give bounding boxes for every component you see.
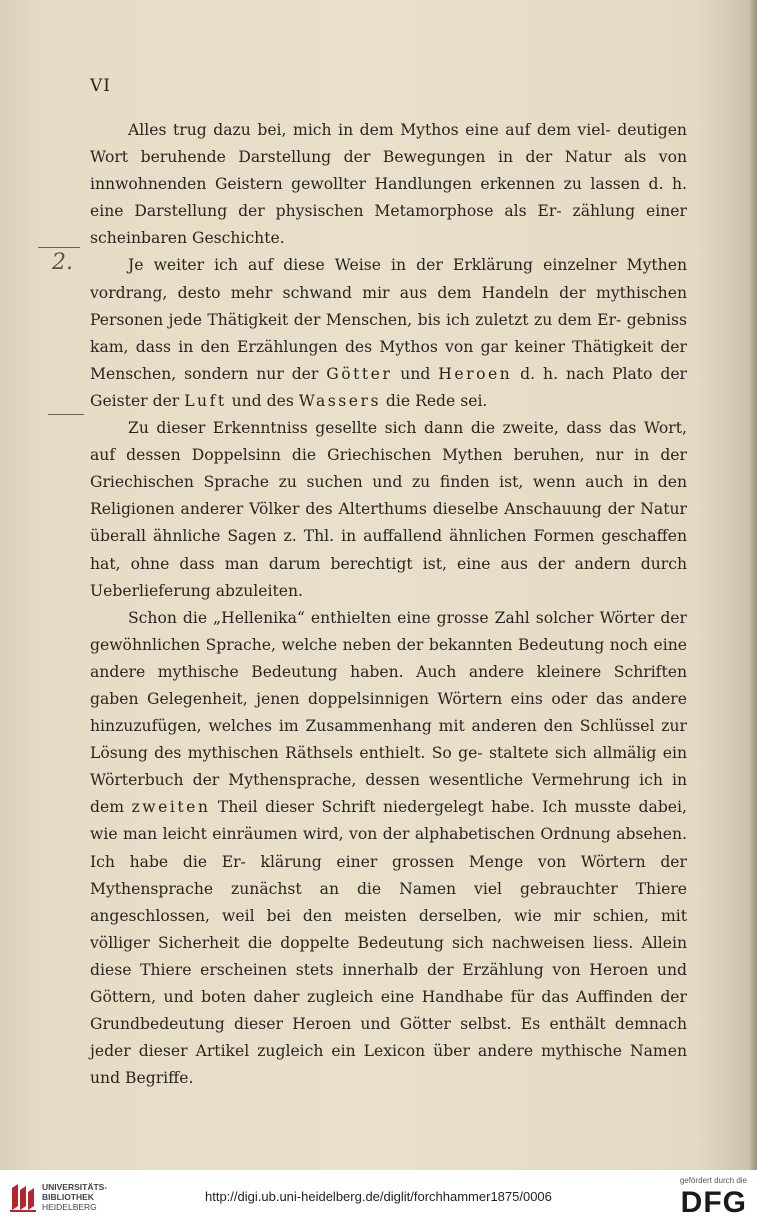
permalink[interactable]: http://digi.ub.uni-heidelberg.de/diglit/forchhammer1875/0006 <box>205 1189 552 1204</box>
spaced-word: Luft <box>184 391 227 410</box>
paragraph: Alles trug dazu bei, mich in dem Mythos eine auf dem viel- deutigen Wort beruhende Darstellung der Bewegungen in der Natur als von innwohnenden Geistern gewollter Handlungen erkennen zu lassen d. h. eine Darstellung der physischen Metamorphose als Er- zählung einer scheinbaren Geschichte. <box>90 121 688 248</box>
spaced-word: zweiten <box>131 798 211 817</box>
viewer-footer <box>0 1170 757 1227</box>
paragraph: Zu dieser Erkenntniss gesellte sich dann die zweite, dass das Wort, auf dessen Doppelsinn die Griechischen Mythen beruhen, nur in der Griechischen Sprache zu suchen und zu finden ist, wenn auch in den Religionen anderer Völker des Alterthums dieselbe Anschauung der Natur überall ähnliche Sagen z. Thl. in auffallend ähnlichen Formen geschaffen hat, ohne dass man darum berechtigt ist, eine aus der andern durch Ueberlieferung abzuleiten. <box>90 419 687 600</box>
university-library-logo-icon <box>8 1180 38 1214</box>
margin-line-bottom <box>48 414 84 415</box>
funded-by-label: gefördert durch die <box>679 1176 747 1185</box>
paragraph: Je weiter ich auf diese Weise in der Erklärung einzelner Mythen vordrang, desto mehr schwand mir aus dem Handeln der mythischen Personen jede Thätigkeit der Menschen, bis ich zuletzt zu dem Er- gebniss kam, dass in den Erzählungen des Mythos von gar keiner Thätigkeit der Menschen, sondern nur der Götter und Heroen d. h. nach Plato der Geister der Luft und des Wassers die Rede sei. <box>90 256 688 410</box>
body-text <box>90 117 687 1092</box>
paragraph: Schon die „Hellenika“ enthielten eine grosse Zahl solcher Wörter der gewöhnlichen Sprache, welche neben der bekannten Bedeutung noch eine andere mythische Bedeutung haben. Auch andere kleinere Schriften gaben Gelegenheit, jenen doppelsinnigen Wörtern eins oder das andere hinzuzufügen, welches im Zusammenhang mit anderen den Schlüssel zur Lösung des mythischen Räthsels enthielt. So ge- staltete sich allmälig ein Wörterbuch der Mythensprache, dessen wesentliche Vermehrung ich in dem zweiten Theil dieser Schrift niedergelegt habe. Ich musste dabei, wie man leicht einräumen wird, von der alphabetischen Ordnung absehen. Ich habe die Er- klärung einer grossen Menge von Wörtern der Mythensprache zunächst an die Namen viel gebrauchter Thiere angeschlossen, weil bei den meisten derselben, wie mir schien, mit völliger Sicherheit die doppelte Bedeutung sich nachweisen liess. Allein diese Thiere erscheinen stets innerhalb der Erzählung von Heroen und Göttern, und boten daher zugleich eine Handhabe für das Auffinden der Grundbedeutung dieser Heroen und Götter selbst. Es enthält demnach jeder dieser Artikel zugleich ein Lexicon über andere mythische Namen und Begriffe. <box>90 608 688 1088</box>
spaced-word: Heroen <box>438 364 513 383</box>
spaced-word: Götter <box>326 364 393 383</box>
margin-note: 2. <box>52 250 73 275</box>
spaced-word: Wassers <box>298 391 381 410</box>
page-number: VI <box>90 76 111 96</box>
dfg-logo: DFG <box>680 1186 747 1219</box>
margin-line-top <box>38 247 80 248</box>
library-name: UNIVERSITÄTS- BIBLIOTHEK HEIDELBERG <box>42 1182 108 1212</box>
